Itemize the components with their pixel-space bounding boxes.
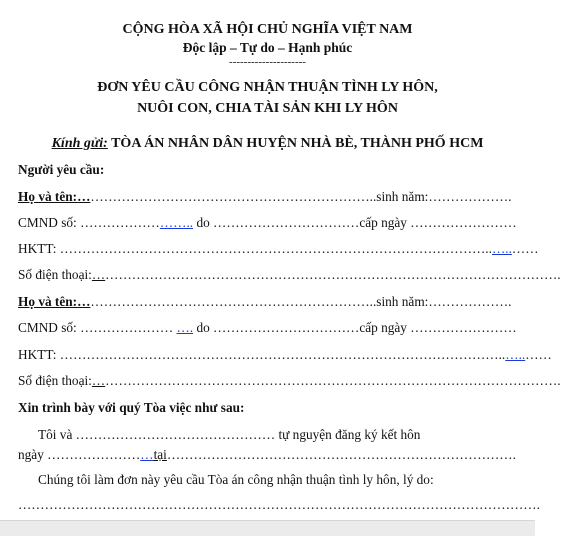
person2-phone-row: Số điện thoại:……………………………………………………………………………………………. [18,373,561,388]
p2-text: Chúng tôi làm đơn này yêu cầu Tòa án công nhận thuận tình ly hôn, lý do: [38,472,434,487]
person2-birth-label: sinh năm: [376,294,429,309]
motto: Độc lập – Tự do – Hạnh phúc [182,40,353,55]
person2-address-row: HKTT: ………………………………………………………………………………………..…..…… [18,347,552,362]
person1-phone-row: Số điện thoại:……………………………………………………………………………………………. [18,267,561,282]
person1-address-row: HKTT: ……………………………………………………………………………………..…..…… [18,241,539,256]
p1-tai: tại [153,447,167,462]
person2-name-label: Họ và tên: [18,294,78,309]
p1-ngay: ngày [18,447,44,462]
person2-id-row: CMND số: ………………… …. do ……………………………cấp ngày …………………… [18,320,517,335]
country-header: CỘNG HÒA XÃ HỘI CHỦ NGHĨA VIỆT NAM [122,22,413,37]
person1-phone-label: Số điện thoại: [18,267,92,282]
body-paragraph1-line1: Tôi và ……………………………………… tự nguyện đăng ký kết hôn [38,427,421,442]
viewer-bottom-bar [0,520,535,536]
person1-name-label: Họ và tên: [18,189,78,204]
person1-name-row: Họ và tên:…………………………………………………………..sinh năm:………………. [18,189,512,204]
person1-id-label: CMND số: [18,215,77,230]
requester-heading: Người yêu cầu: [18,162,105,177]
person2-address-label: HKTT: [18,347,57,362]
person2-issued-label: cấp ngày [359,320,407,335]
person1-id-by: do [196,215,210,230]
person1-birth-label: sinh năm: [376,189,429,204]
person2-name-row: Họ và tên:…………………………………………………………..sinh năm:………………. [18,294,512,309]
person1-issued-label: cấp ngày [359,215,407,230]
p1-toi-va: Tôi và [38,427,73,442]
document-title-line2: NUÔI CON, CHIA TÀI SẢN KHI LY HÔN [137,101,398,116]
recipient-value: TÒA ÁN NHÂN DÂN HUYỆN NHÀ BÈ, THÀNH PHỐ HCM [111,136,484,151]
person1-id-row: CMND số: …………………….. do ……………………………cấp ngày …………………… [18,215,517,230]
recipient-line [0,136,535,152]
body-heading: Xin trình bày với quý Tòa việc như sau: [18,400,245,415]
body-paragraph2-dots: ………………………………………………………………………………………………………. [18,497,540,512]
body-paragraph1-line2: ngày ……………………tại……………………………………………………………………. [18,447,516,462]
recipient-label: Kính gửi: [51,136,108,151]
person2-phone-label: Số điện thoại: [18,373,92,388]
document-title-line1: ĐƠN YÊU CẦU CÔNG NHẬN THUẬN TÌNH LY HÔN, [97,80,438,95]
person1-address-label: HKTT: [18,241,57,256]
header-separator: --------------------- [229,56,306,68]
body-paragraph2 [18,472,520,488]
p1-dang-ky: tự nguyện đăng ký kết hôn [278,427,421,442]
person2-id-label: CMND số: [18,320,77,335]
person2-id-by: do [196,320,210,335]
